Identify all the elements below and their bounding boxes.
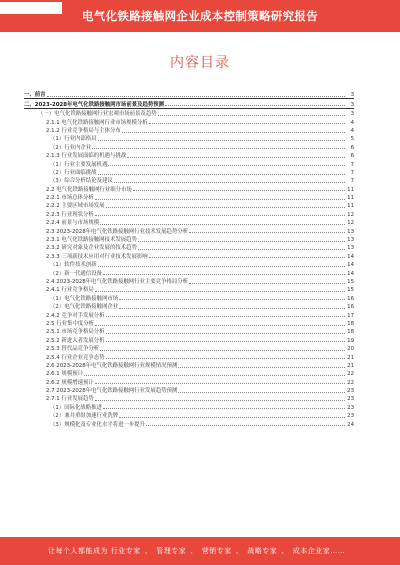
report-title: 电气化铁路接触网企业成本控制策略研究报告: [82, 9, 318, 23]
toc-entry[interactable]: [24, 394, 354, 402]
toc-entry-page: 23: [347, 388, 354, 395]
toc-dot-leader: [95, 291, 345, 292]
header-banner: [0, 0, 400, 32]
footer-separator: 、: [144, 547, 153, 555]
toc-entry-page: 23: [347, 396, 354, 403]
toc-dot-leader: [133, 190, 345, 191]
toc-dot-leader: [95, 199, 345, 200]
toc-entry-label: 2.1.2 行业竞争格局与主体分布: [46, 127, 121, 134]
toc-entry-label: （3）综合分析结论及建议: [50, 178, 113, 185]
toc-dot-leader: [119, 299, 345, 300]
toc-entry[interactable]: [24, 209, 354, 217]
toc-entry-label: 2.5.3 替代品竞争分析: [46, 346, 100, 353]
toc-entry-label: 2.4.1 行业竞争格局: [46, 287, 94, 294]
toc-dot-leader: [95, 215, 345, 216]
toc-entry-page: 13: [347, 237, 354, 244]
toc-entry-page: 14: [347, 262, 354, 269]
toc-dot-leader: [114, 182, 345, 183]
toc-dot-leader: [106, 341, 345, 342]
toc-entry-page: 15: [347, 287, 354, 294]
toc-dot-leader: [47, 96, 345, 97]
toc-entry[interactable]: [24, 176, 354, 184]
toc-entry-page: 23: [347, 413, 354, 420]
toc-dot-leader: [189, 232, 345, 233]
toc-entry-label: （1）软件技术创新: [50, 262, 97, 269]
toc-entry[interactable]: [24, 90, 354, 99]
toc-entry[interactable]: [24, 193, 354, 201]
toc-dot-leader: [178, 392, 345, 393]
toc-entry[interactable]: [24, 260, 354, 268]
footer-role: 战略专家: [247, 547, 278, 555]
toc-entry-label: 2.4.2 竞争对手发展分析: [46, 312, 105, 319]
toc-dot-leader: [165, 105, 345, 106]
toc-entry-label: 2.5 行业集中度分析: [46, 320, 95, 327]
toc-entry-page: 18: [347, 329, 354, 336]
toc-dot-leader: [108, 165, 345, 166]
toc-dot-leader: [95, 325, 345, 326]
toc-entry-label: 2.1.3 行业发展面临的机遇与挑战: [46, 153, 127, 160]
toc-entry[interactable]: [24, 226, 354, 234]
toc-entry-label: （3）规模化及专业化水平将进一步提升: [50, 421, 146, 428]
footer-banner: [0, 537, 400, 565]
toc-entry-label: 2.3.1 电气化铁路接触网技术发展趋势: [46, 237, 137, 244]
toc-entry[interactable]: [24, 151, 354, 159]
toc-entry-label: （2）电气化铁路接触网企业: [50, 304, 119, 311]
toc-entry-page: 7: [350, 178, 354, 185]
toc-entry-label: 2.2.2 主要区域市场发展: [46, 203, 105, 210]
footer-role: 管理专家: [156, 547, 187, 555]
toc-dot-leader: [189, 283, 345, 284]
toc-entry[interactable]: [24, 235, 354, 243]
toc-entry[interactable]: [24, 134, 354, 142]
toc-entry[interactable]: [24, 109, 354, 117]
toc-dot-leader: [149, 257, 345, 258]
toc-entry-page: 20: [347, 346, 354, 353]
toc-entry-page: 11: [347, 195, 354, 202]
toc-entry-page: 21: [347, 354, 354, 361]
toc-entry-page: 5: [350, 136, 354, 143]
toc-entry-page: 22: [347, 379, 354, 386]
toc-dot-leader: [98, 174, 345, 175]
toc-entry[interactable]: [24, 285, 354, 293]
toc-entry-page: 6: [350, 144, 354, 151]
toc-entry-page: 7: [350, 169, 354, 176]
toc-entry-label: （2）行业内企业: [50, 144, 92, 151]
footer-separator: 、: [235, 547, 244, 555]
toc-entry[interactable]: [24, 335, 354, 343]
toc-entry-label: 2.4 2023-2028年电气化铁路接触网行业主要竞争格局分析: [46, 278, 189, 285]
toc-entry[interactable]: [24, 184, 354, 192]
toc-entry[interactable]: [24, 411, 354, 419]
toc-entry-page: 3: [350, 101, 354, 108]
toc-dot-leader: [98, 140, 345, 141]
toc-entry-page: 13: [347, 228, 354, 235]
toc-entry-page: 4: [350, 119, 354, 126]
toc-entry-page: 13: [347, 245, 354, 252]
toc-entry-page: 17: [347, 312, 354, 319]
toc-dot-leader: [119, 308, 345, 309]
toc-entry-label: 2.5.4 行业企业竞争态势: [46, 354, 105, 361]
toc-entry[interactable]: [24, 243, 354, 251]
toc-entry-label: （1）电气化铁路接触网市场: [50, 295, 119, 302]
toc-entry-page: 16: [347, 304, 354, 311]
toc-dot-leader: [98, 266, 345, 267]
toc-heading: 内容目录: [170, 55, 230, 71]
toc-entry-page: 14: [347, 253, 354, 260]
toc-entry[interactable]: [24, 168, 354, 176]
footer-separator: 、: [281, 547, 289, 555]
toc-entry-label: 2.6 2023-2028年电气化铁路接触网行业规模情况预测: [46, 362, 178, 369]
toc-dot-leader: [103, 274, 345, 275]
toc-dot-leader: [106, 333, 345, 334]
toc-entry[interactable]: [24, 344, 354, 352]
header-tab-decoration: [0, 2, 62, 14]
toc-dot-leader: [178, 367, 345, 368]
toc-entry-page: 15: [347, 278, 354, 285]
toc-dot-leader: [138, 249, 345, 250]
toc-dot-leader: [119, 417, 345, 418]
toc-entry-label: （2）行业面临挑战: [50, 169, 97, 176]
toc-entry-label: 2.3.2 研究对象及企业发展的技术趋势: [46, 245, 137, 252]
toc-entry[interactable]: [24, 377, 354, 385]
toc-entry-label: （2）新一代通信设备: [50, 270, 102, 277]
toc-entry[interactable]: [24, 99, 354, 108]
toc-entry-label: 2.2.1 市场总体分析: [46, 195, 94, 202]
toc-entry-page: 14: [347, 270, 354, 277]
toc-entry-label: 2.5.1 市场竞争格局分析: [46, 329, 105, 336]
toc-entry-page: 11: [347, 203, 354, 210]
toc-entry-label: 2.2.4 前景与市场规模: [46, 220, 100, 227]
toc-entry-page: 16: [347, 295, 354, 302]
toc-entry-label: 二、2023-2028年电气化铁路接触网市场前景及趋势预测: [24, 101, 165, 108]
toc-entry[interactable]: [24, 142, 354, 150]
toc-entry[interactable]: [24, 419, 354, 427]
toc-entry-label: （2）兼并重组加速行业洗牌: [50, 413, 119, 420]
toc-dot-leader: [84, 375, 345, 376]
toc-entry-page: 3: [350, 111, 354, 118]
toc-entry[interactable]: [24, 310, 354, 318]
toc-dot-leader: [149, 123, 345, 124]
toc-dot-leader: [95, 383, 345, 384]
toc-dot-leader: [100, 350, 345, 351]
toc-entry-label: 一、前言: [24, 92, 46, 99]
toc-entry-page: 11: [347, 186, 354, 193]
toc-dot-leader: [106, 207, 345, 208]
toc-entry[interactable]: [24, 277, 354, 285]
toc-entry-label: 2.1.1 电气化铁路接触网行业市场规模分析: [46, 119, 148, 126]
toc-entry[interactable]: [24, 268, 354, 276]
toc-entry-label: 2.5.2 新进入者发展分析: [46, 337, 105, 344]
footer-slogan: [48, 546, 345, 556]
toc-entry-page: 12: [347, 220, 354, 227]
toc-entry[interactable]: [24, 402, 354, 410]
toc-entry[interactable]: [24, 361, 354, 369]
toc-entry-label: 2.3.3 三项新技术应用对行业技术发展影响: [46, 253, 148, 260]
toc-dot-leader: [103, 408, 345, 409]
toc-dot-leader: [138, 241, 345, 242]
toc-entry-page: 6: [350, 153, 354, 160]
toc-dot-leader: [127, 157, 345, 158]
toc-dot-leader: [100, 224, 345, 225]
footer-role: 行业专家: [110, 547, 141, 555]
toc-entry-label: 2.6.2 规模增速预计: [46, 379, 94, 386]
toc-dot-leader: [106, 358, 345, 359]
toc-entry-label: 2.2.3 行业现状分析: [46, 211, 94, 218]
toc-entry-page: 7: [350, 161, 354, 168]
toc-entry-label: 2.3 2023-2028年电气化铁路接触网行业技术发展趋势分析: [46, 228, 189, 235]
toc-entry[interactable]: [24, 327, 354, 335]
toc-dot-leader: [106, 316, 345, 317]
toc-entry-label: 2.6.1 规模预计: [46, 371, 83, 378]
toc-dot-leader: [122, 132, 345, 133]
toc-dot-leader: [95, 400, 345, 401]
toc-entry[interactable]: [24, 117, 354, 125]
footer-roles: [111, 547, 346, 555]
toc-entry-page: 4: [350, 127, 354, 134]
toc-entry[interactable]: [24, 126, 354, 134]
footer-separator: 、: [190, 547, 198, 555]
toc-entry-label: （一）电气化铁路接触网行业宏观市场前景及趋势: [38, 111, 157, 118]
toc-entry-label: （1）国际化战略推进: [50, 404, 102, 411]
toc-entry-page: 3: [350, 92, 354, 99]
toc-entry[interactable]: [24, 159, 354, 167]
table-of-contents: [24, 90, 354, 428]
toc-dot-leader: [146, 425, 345, 426]
toc-entry-page: 18: [347, 320, 354, 327]
toc-entry-label: 2.2 电气化铁路接触网行业细分市场: [46, 186, 132, 193]
toc-entry-page: 24: [347, 421, 354, 428]
toc-entry[interactable]: [24, 218, 354, 226]
toc-entry-label: （1）行业内部格局: [50, 136, 97, 143]
toc-entry[interactable]: [24, 386, 354, 394]
toc-entry[interactable]: [24, 201, 354, 209]
toc-entry[interactable]: [24, 293, 354, 301]
footer-role: 营销专家: [201, 547, 232, 555]
toc-entry-page: 23: [347, 404, 354, 411]
toc-entry-label: （1）行业主要发展机遇: [50, 161, 108, 168]
toc-entry[interactable]: [24, 319, 354, 327]
toc-dot-leader: [158, 115, 345, 116]
toc-entry-page: 22: [347, 371, 354, 378]
toc-entry[interactable]: [24, 251, 354, 259]
toc-entry-label: 2.7.1 行业发展趋势: [46, 396, 94, 403]
toc-entry[interactable]: [24, 352, 354, 360]
footer-lead-text: 让每个人都能成为: [48, 547, 108, 555]
toc-entry-page: 12: [347, 211, 354, 218]
toc-entry[interactable]: [24, 302, 354, 310]
toc-entry-page: 19: [347, 337, 354, 344]
toc-entry[interactable]: [24, 369, 354, 377]
footer-role: 成本企业家……: [292, 547, 346, 555]
toc-entry-page: 21: [347, 362, 354, 369]
toc-entry-label: 2.7 2023-2028年电气化铁路接触网行业发展趋势预测: [46, 388, 178, 395]
toc-dot-leader: [92, 148, 345, 149]
